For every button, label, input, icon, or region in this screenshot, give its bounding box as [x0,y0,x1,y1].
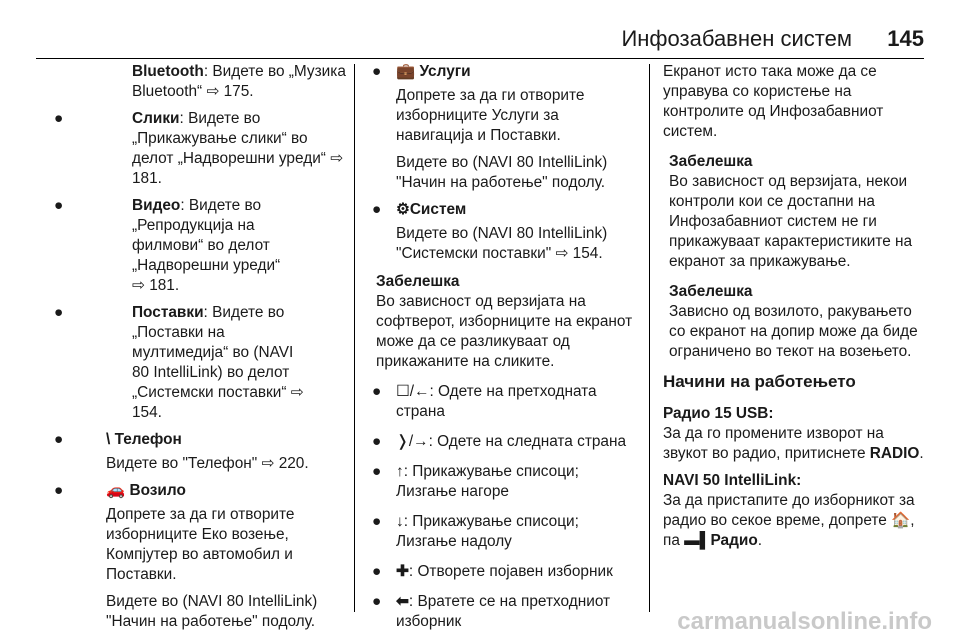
list-item-prev-page [372,382,638,422]
bullet: ● [54,482,64,499]
list-item-scroll-down [372,512,638,552]
next-page-icon: ❭/→ [396,433,429,450]
list-item-next-page [372,432,638,452]
item-text: : Одете на претходната страна [396,383,597,420]
subsection-title: Радио 15 USB: [663,405,774,422]
list-item-system [372,200,638,264]
item-text: : Отворете појавен изборник [408,563,613,580]
intro-text: Екранот исто така може да се управува со користење на контролите од Инфозабавниот систем. [663,63,884,140]
note-title: Забелешка [669,153,753,170]
radio-label: Радио [710,532,758,549]
page-ref-icon: ⇨ [132,277,145,294]
page-ref[interactable]: 181. [149,277,180,294]
page-ref[interactable]: 154. [132,404,162,421]
item-label: Возило [129,482,186,499]
item-text: Видете во (NAVI 80 IntelliLink) "Начин на работење" подолу. [396,154,608,191]
navi-instruction: За да пристапите до изборникот за радио во секое време, допрете [663,492,915,529]
gear-icon: ⚙ [396,201,410,218]
car-icon: 🚗 [106,482,126,499]
section-title: Начини на работењето [663,372,856,391]
page-number: 145 [887,26,924,51]
bullet: ● [372,201,382,218]
item-label: Услуги [419,63,471,80]
column-1 [54,62,346,639]
note-1 [663,152,929,362]
column-divider-2 [649,64,650,612]
item-text: : Видете во „Репродукција на филмови“ во делот „Надворешни уреди“ [132,197,281,274]
item-text: : Прикажување списоци; Лизгање надолу [396,513,579,550]
page-ref-icon: ⇨ [290,384,304,401]
list-item-scroll-up [372,462,638,502]
item-text: : Видете во „Прикажување слики“ во делот „Надворешни уреди“ [132,110,331,167]
prev-page-icon: ☐/← [396,383,430,400]
bullet: ● [372,563,382,580]
page-header [0,22,960,56]
bullet: ● [54,304,64,321]
page-ref[interactable]: 175. [223,83,254,100]
item-text: Допрете за да ги отворите изборниците Услуги за навигација и Поставки. [396,87,585,144]
item-text: : Вратете се на претходниот изборник [396,593,611,630]
list-item-popup-menu [372,562,638,582]
bullet: ● [372,383,382,400]
navi-text [663,491,929,551]
page-ref[interactable]: 220. [278,455,309,472]
page-ref-icon: ⇨ [206,83,220,100]
item-label: Видео [132,197,181,214]
column-3 [663,62,929,558]
page-ref[interactable]: 154. [572,245,603,262]
arrow-up-icon: ↑ [396,463,404,480]
column-divider-1 [354,64,355,612]
bullet: ● [372,63,382,80]
item-text: Видете во "Телефон" [106,455,262,472]
list-item-services [372,62,638,193]
item-label: Систем [409,201,467,218]
note-title: Забелешка [376,273,460,290]
plus-icon: ✚ [396,563,409,580]
navi-mid: , па [663,512,915,549]
bullet: ● [372,463,382,480]
bullet: ● [54,110,64,127]
bullet: ● [54,197,64,214]
item-label: Bluetooth [132,63,204,80]
column-2 [372,62,638,642]
page-ref-icon: ⇨ [330,150,344,167]
item-label: Телефон [114,431,182,448]
item-text: Видете во (NAVI 80 IntelliLink) "Системски поставки" [396,225,608,262]
period: . [757,532,763,549]
note-text: Во зависност од верзијата на софтверот, изборниците на екранот може да се разликуваат од прикажаните на сликите. [376,293,633,370]
list-item-video [28,196,344,296]
briefcase-icon: 💼 [396,63,416,80]
note-text: Во зависност од верзијата, некои контроли кои се достапни на Инфозабавниот систем не ги прикажуваат карактеристиките на екранот за прикажување. [669,173,913,270]
radio-instruction: За да го промените изворот на звукот во радио, притиснете [663,425,884,462]
item-text: : Прикажување списоци; Лизгање нагоре [396,463,579,500]
arrow-down-icon: ↓ [396,513,404,530]
home-icon: 🏠 [891,512,911,529]
list-item-pictures [28,109,344,189]
list-item-bluetooth [28,62,396,102]
subsection-title: NAVI 50 IntelliLink: [663,472,802,489]
bullet: ● [54,431,64,448]
item-label: Слики [132,110,180,127]
back-arrow-icon: ⬅ [396,593,409,610]
item-text: Допрете за да ги отворите изборниците Еко возење, Компјутер во автомобил и Поставки. [106,506,295,583]
item-text: : Видете во „Поставки на мултимедија“ во (NAVI 80 IntelliLink) во делот „Системски поставки“ [132,304,294,401]
radio-key: RADIO [869,445,920,462]
item-text: Видете во (NAVI 80 IntelliLink) "Начин на работење" подолу. [106,593,318,630]
item-text: : Одете на следната страна [428,433,627,450]
page-ref-icon: ⇨ [261,455,275,472]
note-title: Забелешка [669,283,753,300]
radio-icon: ▬▌ [684,532,711,549]
bullet: ● [372,433,382,450]
header-rule [36,58,924,59]
bullet: ● [372,513,382,530]
item-text: : Видете во „Музика Bluetooth“ [132,63,346,100]
phone-icon: \ [106,431,111,448]
page-ref[interactable]: 181. [132,170,162,187]
page-title: Инфозабавнен систем [621,26,852,51]
page-ref-icon: ⇨ [555,245,569,262]
icon-list [372,382,638,632]
note-text: Зависно од возилото, ракувањето со екранот на допир може да биде ограничено во текот на возењето. [669,303,918,360]
list-item-phone [54,430,344,474]
item-label: Поставки [132,304,204,321]
list-item-settings [28,303,344,423]
period: . [919,445,924,462]
radio-text [663,424,929,464]
bullet: ● [372,593,382,610]
watermark: carmanualsonline.info [677,608,932,635]
